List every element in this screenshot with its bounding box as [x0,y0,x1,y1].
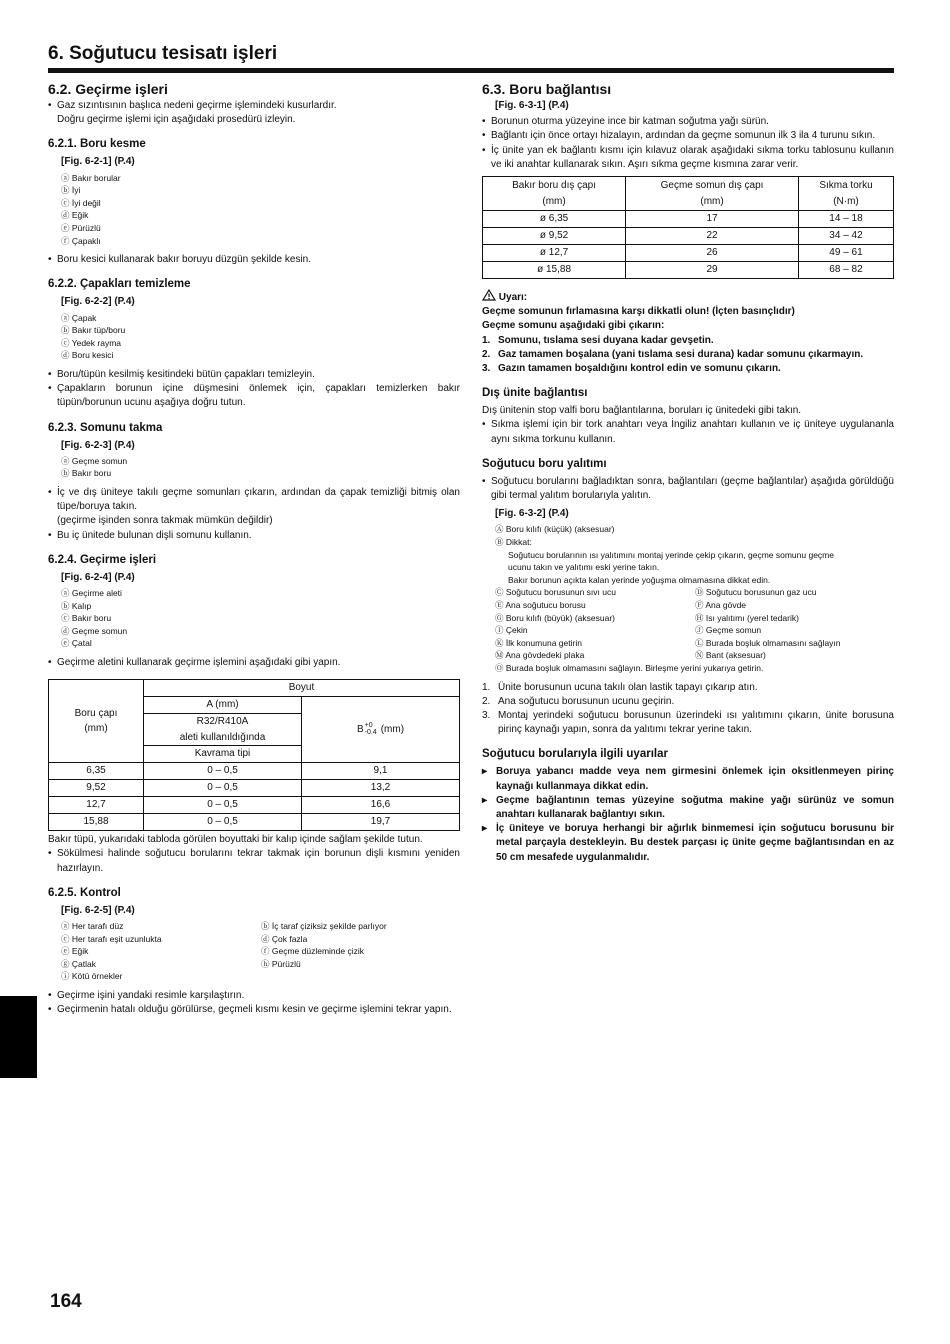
page-title: 6. Soğutucu tesisatı işleri [48,43,278,64]
heading-warnings: Soğutucu borularıyla ilgili uyarılar [482,748,668,761]
table-row: ø 9,52 22 34 – 42 [483,228,894,245]
legend-row: ⓖ Çatlak ⓗ Pürüzlü [61,958,301,969]
figure-ref: [Fig. 6-2-1] (P.4) [61,156,135,168]
legend-item: ⓓ Geçme somun [61,625,128,636]
legend-item: ⓒ İyi değil [61,197,101,208]
figure-ref: [Fig. 6-2-4] (P.4) [61,571,135,583]
legend-row: Ⓔ Ana soğutucu borusu Ⓕ Ana gövde [495,600,747,611]
legend-row: Ⓖ Boru kılıfı (büyük) (aksesuar) Ⓗ Isı yalıtımı (yerel tedarik) [495,612,799,623]
table-row: 9,52 0 – 0,5 13,2 [49,780,460,797]
legend-item: ⓔ Çatal [61,638,92,649]
warning-icon [482,289,496,301]
legend-item: ⓐ Geçirme aleti [61,587,122,598]
table-header-row: (mm) (mm) (N·m) [483,194,894,211]
right-column [482,80,894,865]
warning-step: 3. Gazın tamamen boşaldığını kontrol edin ve somunu çıkarın. [482,363,781,375]
bullet: • Geçirme işini yandaki resimle karşılaştırın. [48,989,460,1003]
legend-item: ⓒ Bakır boru [61,613,112,624]
step: 2. Ana soğutucu borusunun ucunu geçirin. [482,695,675,707]
legend-item: ⓑ Bakır boru [61,468,112,479]
table-header-cell: Kavrama tipi [144,746,302,763]
heading-6-2-2: 6.2.2. Çapakları temizleme [48,278,191,291]
chapter-tab [0,996,37,1078]
table-header-cell: Boyut [144,680,460,697]
table-row: 15,88 0 – 0,5 19,7 [49,814,460,831]
bullet: • Bağlantı için önce ortayı hizalayın, ardından da geçme somunun ilk 3 ila 4 turunu sıkın. [482,129,894,143]
figure-ref: [Fig. 6-3-2] (P.4) [495,508,569,520]
warning-step: 2. Gaz tamamen boşalana (yani tıslama sesi durana) kadar somunu çıkarmayın. [482,348,864,360]
bullet: • Sıkma işlemi için bir tork anahtarı veya İngiliz anahtarı kullanın ve iç üniteye uygulananla aynı sıkma torkunu kullanın. [482,418,894,446]
heading-outdoor: Dış ünite bağlantısı [482,387,588,400]
title-rule [48,68,894,73]
legend-item: ⓑ Kalıp [61,600,92,611]
bullet: • Çapakların borunun içine düşmesini önlemek için, çapakları temizlerken bakır tüpün/borunun ucunu aşağıya doğru tutun. [48,382,460,410]
heading-6-2-3: 6.2.3. Somunu takma [48,421,163,434]
bullet: • Sökülmesi halinde soğutucu borularını tekrar takmak için borunun dişli kısmını yeniden hazırlayın. [48,847,460,875]
paragraph: Bakır tüpü, yukarıdaki tabloda görülen boyuttaki bir kalıp içinde sağlam şekilde tutun. [48,834,423,846]
bullet: • Soğutucu borularını bağladıktan sonra, bağlantıları (geçme bağlantılar) aşağıda görüldüğü gibi termal yalıtım borularıyla yalıtın. [482,475,894,503]
table-header-cell: B+0 -0.4 (mm) [302,697,460,763]
legend-row: ⓐ Her tarafı düz ⓑ İç taraf çiziksiz şekilde parlıyor [61,920,387,931]
caution-item: ▸ İç üniteye ve boruya herhangi bir ağırlık binmemesi için soğutucu borusunu bir metal parçayla destekleyin. Bu destek parçası iç ünite geçme bağlantısından en az 50 cm mesafede uygulanmalıdır. [482,822,894,865]
torque-table [482,176,894,279]
table-header-cell: A (mm) [144,697,302,714]
heading-6-3: 6.3. Boru bağlantısı [482,81,612,97]
legend-item: Ⓑ Dikkat: [495,537,532,548]
legend-item: Ⓞ Burada boşluk olmamasını sağlayın. Birleşme yerini yukarıya getirin. [495,662,764,673]
legend-item: ⓑ İyi [61,185,81,196]
bullet: • Geçirme aletini kullanarak geçirme işlemini aşağıdaki gibi yapın. [48,656,460,670]
table-row: 6,35 0 – 0,5 9,1 [49,763,460,780]
bullet: • İç ünite yan ek bağlantı kısmı için kılavuz olarak aşağıdaki sıkma torku tablosunu kullanın ve iki anahtar kullanarak sıkın. Aşırı sıkma geçme kısmına zarar verir. [482,144,894,172]
legend-item: ⓐ Çapak [61,312,97,323]
legend-note: ucunu takın ve yalıtımı eski yerine takın. [508,562,660,573]
legend-row: Ⓚ İlk konumuna getirin Ⓛ Burada boşluk olmamasını sağlayın [495,637,841,648]
paragraph: Doğru geçirme işlemi için aşağıdaki prosedürü izleyin. [57,114,296,126]
warning-step: 1. Somunu, tıslama sesi duyana kadar gevşetin. [482,334,714,346]
table-header-cell: Boru çapı (mm) [49,680,144,763]
heading-6-2-1: 6.2.1. Boru kesme [48,138,146,151]
legend-item: ⓕ Çapaklı [61,235,101,246]
flare-dimension-table [48,679,460,831]
left-column [48,80,460,1017]
bullet: • Boru/tüpün kesilmiş kesitindeki bütün çapakları temizleyin. [48,368,460,382]
legend-row: Ⓜ Ana gövdedeki plaka Ⓝ Bant (aksesuar) [495,650,766,661]
heading-6-2-4: 6.2.4. Geçirme işleri [48,553,157,566]
caution-item: ▸ Geçme bağlantının temas yüzeyine soğutma makine yağı sürünüz ve somun anahtarı kullanarak bağlantıyı sıkın. [482,794,894,822]
heading-6-2: 6.2. Geçirme işleri [48,81,168,97]
warning-text: Geçme somunu aşağıdaki gibi çıkarın: [482,320,665,332]
table-row: ø 12,7 26 49 – 61 [483,245,894,262]
step: 1. Ünite borusunun ucuna takılı olan lastik tapayı çıkarıp atın. [482,681,758,693]
legend-row: ⓒ Her tarafı eşit uzunlukta ⓓ Çok fazla [61,933,308,944]
legend-item: ⓔ Pürüzlü [61,222,101,233]
step: 3. Montaj yerindeki soğutucu borusunun üzerindeki ısı yalıtımını çıkarın, ünite borusuna pirinç kaynağı yapın, sonra da yalıtımı tekrar yerine takın. [482,709,894,736]
legend-item: ⓓ Boru kesici [61,350,114,361]
figure-ref: [Fig. 6-2-3] (P.4) [61,439,135,451]
bullet: • Geçirmenin hatalı olduğu görülürse, geçmeli kısmı kesin ve geçirme işlemini tekrar yapın. [48,1003,460,1017]
table-header-cell: R32/R410A aleti kullanıldığında [144,714,302,746]
heading-insulation: Soğutucu boru yalıtımı [482,457,607,470]
legend-item: ⓓ Eğik [61,210,89,221]
paragraph: Dış ünitenin stop valfi boru bağlantılarına, boruları iç ünitedeki gibi takın. [482,405,802,417]
legend-item: Ⓐ Boru kılıfı (küçük) (aksesuar) [495,524,615,535]
figure-ref: [Fig. 6-2-5] (P.4) [61,904,135,916]
bullet: • Bu iç ünitede bulunan dişli somunu kullanın. [48,529,460,543]
caution-item: ▸ Boruya yabancı madde veya nem girmesini önlemek için oksitlenmeyen pirinç kaynağı kullanmaya dikkat edin. [482,765,894,793]
paragraph: (geçirme işinden sonra takmak mümkün değildir) [57,515,273,527]
legend-item: ⓒ Yedek rayma [61,337,122,348]
legend-row: Ⓘ Çekin Ⓙ Geçme somun [495,625,762,636]
table-row: 12,7 0 – 0,5 16,6 [49,797,460,814]
warning-title: Uyarı: [482,289,894,305]
table-row: ø 15,88 29 68 – 82 [483,262,894,279]
legend-item: ⓑ Bakır tüp/boru [61,325,126,336]
legend-item: ⓐ Bakır borular [61,172,121,183]
heading-6-2-5: 6.2.5. Kontrol [48,886,121,899]
bullet: • Gaz sızıntısının başlıca nedeni geçirme işlemindeki kusurlardır. [48,99,460,113]
figure-ref: [Fig. 6-2-2] (P.4) [61,296,135,308]
page-number: 164 [50,1291,82,1312]
bullet: • Borunun oturma yüzeyine ince bir katman soğutma yağı sürün. [482,115,894,129]
legend-row: Ⓒ Soğutucu borusunun sıvı ucu Ⓓ Soğutucu borusunun gaz ucu [495,587,817,598]
legend-note: Bakır borunun açıkta kalan yerinde yoğuşma olmamasına dikkat edin. [508,574,771,585]
table-row: ø 6,35 17 14 – 18 [483,211,894,228]
bullet: • Boru kesici kullanarak bakır boruyu düzgün şekilde kesin. [48,253,460,267]
legend-row: ⓘ Kötü örnekler [61,971,123,982]
table-header-row: Bakır boru dış çapı Geçme somun dış çapı Sıkma torku [483,177,894,194]
figure-ref: [Fig. 6-3-1] (P.4) [495,100,569,111]
legend-note: Soğutucu borularının ısı yalıtımını montaj yerinde çekip çıkarın, geçme somunu geçme [508,549,834,560]
legend-item: ⓐ Geçme somun [61,455,128,466]
legend-row: ⓔ Eğik ⓕ Geçme düzleminde çizik [61,946,364,957]
bullet: • İç ve dış üniteye takılı geçme somunları çıkarın, ardından da çapak temizliği bitmiş olan tüpe/boruya takın. [48,486,460,514]
warning-text: Geçme somunun fırlamasına karşı dikkatli olun! (İçten basınçlıdır) [482,306,795,318]
